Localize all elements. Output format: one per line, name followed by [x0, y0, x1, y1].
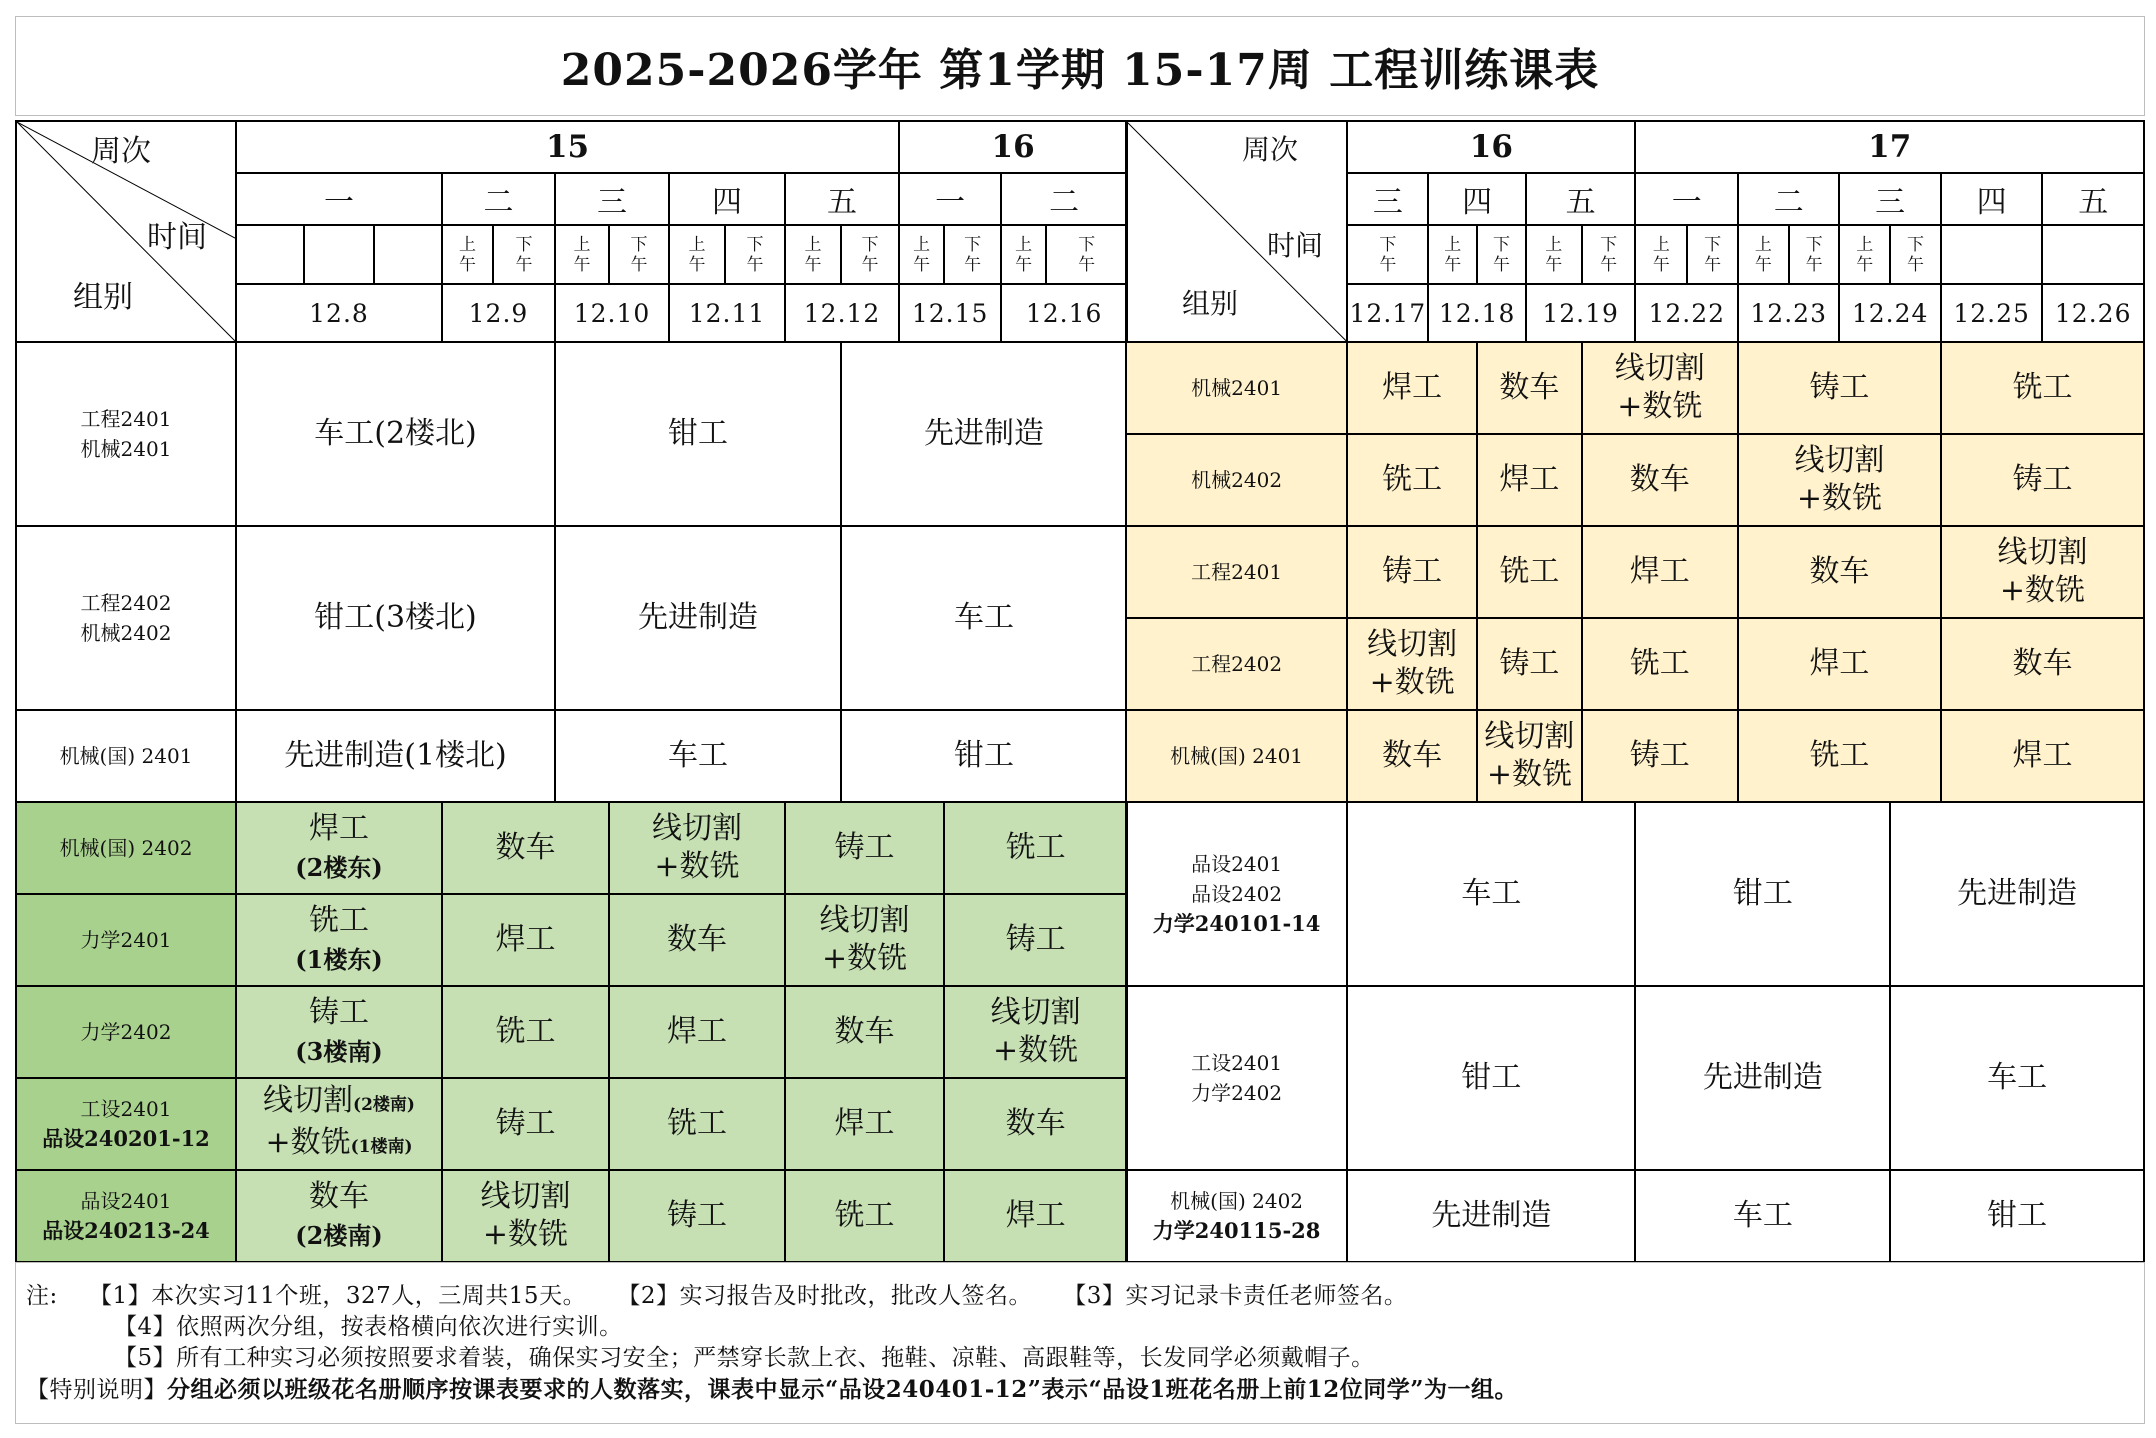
table-row: [16, 1170, 1127, 1262]
date-header: 12.8: [236, 284, 442, 342]
course-cell: 数车: [1477, 342, 1582, 434]
course-cell: 线切割 +数铣: [1941, 526, 2144, 618]
weekday-header: 三: [555, 173, 669, 225]
special-note-text: 分组必须以班级花名册顺序按课表要求的人数落实，课表中显示“品设240401-12”表示“品设1班花名册上前12位同学”为一组。: [167, 1376, 1519, 1403]
weekday-header: 二: [442, 173, 555, 225]
weekday-header: 五: [1526, 173, 1636, 225]
course-cell: 车工(2楼北): [236, 342, 555, 526]
course-cell: 先进制造: [1890, 802, 2144, 986]
note-3: 【3】实习记录卡责任老师签名。: [1063, 1283, 1408, 1309]
course-cell: 铣工: [442, 986, 609, 1078]
course-cell: 车工: [1347, 802, 1635, 986]
course-cell: 铸工: [609, 1170, 785, 1262]
course-cell: 铸工: [1738, 342, 1941, 434]
course-name: +数铣: [482, 1217, 569, 1252]
course-cell: 铸工: [1582, 710, 1738, 802]
course-cell: 焊工: [609, 986, 785, 1078]
corner-header: [1126, 121, 1347, 342]
course-cell: [785, 894, 944, 986]
group-cell: [1126, 1170, 1347, 1262]
session-pm: 下 午: [1890, 225, 1941, 284]
session-am: 上 午: [1738, 225, 1789, 284]
session-pm: 下 午: [493, 225, 555, 284]
session-am: 上 午: [1839, 225, 1890, 284]
course-name: 铸工: [309, 994, 369, 1030]
course-cell: [236, 894, 442, 986]
course-cell: 数车: [1347, 710, 1477, 802]
table-row: [1126, 526, 2144, 618]
course-cell: 线切割 +数铣: [1738, 434, 1941, 526]
note-2: 【2】实习报告及时批改，批改人签名。: [617, 1283, 1032, 1309]
note-4: 【4】依照两次分组，按表格横向依次进行实训。: [114, 1314, 623, 1340]
session-am: 上 午: [785, 225, 841, 284]
notes-line: [26, 1281, 2134, 1312]
table-row: [16, 986, 1127, 1078]
page-title: 2025-2026学年 第1学期 15-17周 工程训练课表: [15, 16, 2145, 116]
course-cell: 数车: [1582, 434, 1738, 526]
course-cell: [236, 802, 442, 894]
course-location: (1楼南): [350, 1137, 413, 1157]
week-header: 16: [899, 121, 1127, 173]
session-am: 上 午: [555, 225, 609, 284]
group-name: 品设240201-12: [42, 1126, 210, 1151]
session-cell: [236, 225, 304, 284]
session-pm: 下 午: [1582, 225, 1636, 284]
group-name: 机械(国) 2402: [1170, 1189, 1304, 1213]
course-cell: 线切割 +数铣: [1582, 342, 1738, 434]
course-cell: 铸工: [1347, 526, 1477, 618]
weekday-header: 四: [669, 173, 785, 225]
session-am: 上 午: [1526, 225, 1582, 284]
course-cell: 焊工: [1941, 710, 2144, 802]
course-cell: 铣工: [1582, 618, 1738, 710]
corner-time-label: 时间: [1267, 229, 1324, 262]
course-name: 线切割: [480, 1179, 571, 1214]
weekday-header: 三: [1347, 173, 1428, 225]
note-1: 【1】本次实习11个班，327人，三周共15天。: [89, 1283, 587, 1309]
note-5: 【5】所有工种实习必须按照要求着装，确保实习安全；严禁穿长款上衣、拖鞋、凉鞋、高跟鞋等，长发同学必须戴帽子。: [114, 1345, 1375, 1371]
course-name: 焊工: [309, 810, 369, 846]
session-am: 上 午: [1001, 225, 1046, 284]
group-name: 品设2401: [1191, 852, 1283, 876]
table-row: [16, 342, 1127, 526]
date-header: 12.22: [1635, 284, 1737, 342]
date-header: 12.26: [2042, 284, 2144, 342]
course-name: +数铣: [821, 941, 908, 976]
date-header: 12.10: [555, 284, 669, 342]
course-location: (2楼南): [295, 1220, 383, 1250]
date-header: 12.24: [1839, 284, 1940, 342]
date-header: 12.12: [785, 284, 899, 342]
session-pm: 下 午: [1046, 225, 1127, 284]
course-cell: 车工: [555, 710, 841, 802]
course-name: +数铣: [654, 849, 740, 884]
special-note: [26, 1374, 2134, 1406]
course-cell: 先进制造: [555, 526, 841, 710]
course-cell: 数车: [442, 802, 609, 894]
course-cell: [944, 986, 1127, 1078]
weekday-header: 二: [1001, 173, 1127, 225]
corner-time-label: 时间: [147, 220, 207, 255]
group-cell: [16, 1078, 236, 1170]
course-location: (2楼东): [295, 852, 383, 882]
weekday-header: 二: [1738, 173, 1839, 225]
course-cell: 焊工: [442, 894, 609, 986]
course-cell: 车工: [841, 526, 1127, 710]
course-cell: 数车: [1738, 526, 1941, 618]
weekday-header: 一: [899, 173, 1001, 225]
special-note-label: 【特别说明】: [26, 1377, 167, 1403]
course-cell: [236, 1078, 442, 1170]
table-row: [1126, 986, 2144, 1170]
session-pm: 下 午: [944, 225, 1001, 284]
session-pm: 下 午: [841, 225, 899, 284]
weekday-header: 四: [1941, 173, 2042, 225]
table-row: [1126, 802, 2144, 986]
session-pm: 下 午: [1687, 225, 1738, 284]
session-cell: [2042, 225, 2144, 284]
session-cell: [1941, 225, 2042, 284]
course-cell: 铣工: [1477, 526, 1582, 618]
course-cell: 焊工: [785, 1078, 944, 1170]
corner-group-label: 组别: [73, 280, 133, 315]
course-cell: 先进制造: [1347, 1170, 1635, 1262]
course-name: 线切割: [652, 811, 742, 846]
weekday-header: 四: [1428, 173, 1525, 225]
course-cell: 数车: [785, 986, 944, 1078]
course-cell: 铸工: [944, 894, 1127, 986]
course-cell: 铣工: [1347, 434, 1477, 526]
course-cell: 数车: [609, 894, 785, 986]
course-cell: 焊工: [1738, 618, 1941, 710]
course-name: 铣工: [309, 902, 369, 938]
session-am: 上 午: [442, 225, 493, 284]
course-cell: 车工: [1635, 1170, 1890, 1262]
course-cell: 数车: [1941, 618, 2144, 710]
table-row: [16, 1078, 1127, 1170]
table-row: [16, 526, 1127, 710]
corner-week-label: 周次: [1242, 133, 1299, 166]
group-cell: [16, 1170, 236, 1262]
date-header: 12.25: [1941, 284, 2042, 342]
course-cell: [609, 802, 785, 894]
course-cell: 数车: [944, 1078, 1127, 1170]
date-header: 12.9: [442, 284, 555, 342]
group-name: 机械2401: [80, 437, 172, 461]
date-header: 12.17: [1347, 284, 1428, 342]
course-cell: [442, 1170, 609, 1262]
course-cell: 钳工: [555, 342, 841, 526]
course-name: 线切割: [263, 1083, 354, 1118]
schedule-left-panel: [15, 120, 1128, 1263]
table-row: [16, 894, 1127, 986]
course-location: (3楼南): [295, 1036, 383, 1066]
corner-group-label: 组别: [1182, 287, 1239, 320]
course-name: 线切割: [819, 903, 910, 938]
notes-section: [15, 1262, 2145, 1424]
date-header: 12.16: [1001, 284, 1127, 342]
course-cell: 焊工: [1347, 342, 1477, 434]
session-cell: [304, 225, 374, 284]
group-name: 品设2401: [80, 1189, 172, 1213]
course-cell: 铸工: [1941, 434, 2144, 526]
course-cell: [236, 986, 442, 1078]
group-name: 工设2401: [1191, 1051, 1283, 1075]
course-cell: 铣工: [1738, 710, 1941, 802]
date-header: 12.11: [669, 284, 785, 342]
week-header: 15: [236, 121, 899, 173]
group-cell: 工程2402: [1126, 618, 1347, 710]
course-cell: 焊工: [1582, 526, 1738, 618]
group-cell: 机械2401: [1126, 342, 1347, 434]
session-am: 上 午: [669, 225, 725, 284]
session-am: 上 午: [1428, 225, 1477, 284]
session-am: 上 午: [1635, 225, 1687, 284]
group-name: 机械2402: [80, 621, 172, 645]
session-cell: [374, 225, 442, 284]
course-cell: 焊工: [944, 1170, 1127, 1262]
course-name: 数车: [309, 1178, 369, 1214]
date-header: 12.19: [1526, 284, 1636, 342]
notes-label: 注:: [26, 1283, 58, 1309]
group-cell: 机械(国) 2402: [16, 802, 236, 894]
course-cell: 铸工: [785, 802, 944, 894]
course-cell: 先进制造: [841, 342, 1127, 526]
weekday-header: 五: [2042, 173, 2144, 225]
course-cell: [236, 1170, 442, 1262]
group-name: 品设2402: [1191, 882, 1283, 906]
group-cell: 力学2401: [16, 894, 236, 986]
schedule-right-panel: [1125, 120, 2145, 1263]
session-pm: 下 午: [1789, 225, 1840, 284]
course-cell: 钳工(3楼北): [236, 526, 555, 710]
group-cell: 工程2401: [1126, 526, 1347, 618]
group-cell: 机械(国) 2401: [16, 710, 236, 802]
group-name: 工程2401: [80, 407, 172, 431]
group-cell: [16, 342, 236, 526]
table-row: [1126, 434, 2144, 526]
date-header: 12.15: [899, 284, 1001, 342]
course-location: (2楼南): [353, 1095, 415, 1115]
date-header: 12.18: [1428, 284, 1525, 342]
corner-header: [16, 121, 236, 342]
group-cell: 机械2402: [1126, 434, 1347, 526]
group-cell: [1126, 802, 1347, 986]
course-cell: 钳工: [1347, 986, 1635, 1170]
group-cell: 力学2402: [16, 986, 236, 1078]
session-pm: 下 午: [609, 225, 669, 284]
course-cell: 铣工: [944, 802, 1127, 894]
weekday-header: 一: [236, 173, 442, 225]
course-location: (1楼东): [295, 944, 383, 974]
course-cell: 铸工: [1477, 618, 1582, 710]
table-row: [1126, 342, 2144, 434]
course-cell: 焊工: [1477, 434, 1582, 526]
group-name: 品设240213-24: [42, 1218, 210, 1243]
course-name: +数铣: [993, 1033, 1079, 1068]
week-header: 17: [1635, 121, 2144, 173]
weekday-header: 三: [1839, 173, 1940, 225]
course-name: 线切割: [990, 995, 1081, 1030]
course-cell: 铣工: [785, 1170, 944, 1262]
table-row: [16, 802, 1127, 894]
course-cell: 铣工: [609, 1078, 785, 1170]
course-cell: 线切割 +数铣: [1477, 710, 1582, 802]
course-cell: 钳工: [841, 710, 1127, 802]
course-cell: 铸工: [442, 1078, 609, 1170]
group-name: 力学2402: [1191, 1081, 1283, 1105]
course-cell: 先进制造: [1635, 986, 1890, 1170]
weekday-header: 一: [1635, 173, 1737, 225]
week-header: 16: [1347, 121, 1635, 173]
session-pm: 下 午: [1347, 225, 1428, 284]
session-pm: 下 午: [725, 225, 785, 284]
group-name: 力学240115-28: [1152, 1218, 1321, 1243]
course-cell: 铣工: [1941, 342, 2144, 434]
corner-week-label: 周次: [91, 134, 151, 169]
group-cell: 机械(国) 2401: [1126, 710, 1347, 802]
weekday-header: 五: [785, 173, 899, 225]
table-row: [1126, 710, 2144, 802]
course-cell: 先进制造(1楼北): [236, 710, 555, 802]
group-name: 力学240101-14: [1152, 911, 1321, 936]
group-name: 工程2402: [80, 591, 172, 615]
session-pm: 下 午: [1477, 225, 1526, 284]
course-cell: 钳工: [1635, 802, 1890, 986]
table-row: [16, 710, 1127, 802]
session-am: 上 午: [899, 225, 944, 284]
table-row: [1126, 618, 2144, 710]
group-cell: [16, 526, 236, 710]
course-cell: 车工: [1890, 986, 2144, 1170]
date-header: 12.23: [1738, 284, 1839, 342]
course-cell: 线切割 +数铣: [1347, 618, 1477, 710]
course-name: +数铣: [265, 1125, 351, 1160]
group-name: 工设2401: [80, 1097, 172, 1121]
course-cell: 钳工: [1890, 1170, 2144, 1262]
group-cell: [1126, 986, 1347, 1170]
table-row: [1126, 1170, 2144, 1262]
